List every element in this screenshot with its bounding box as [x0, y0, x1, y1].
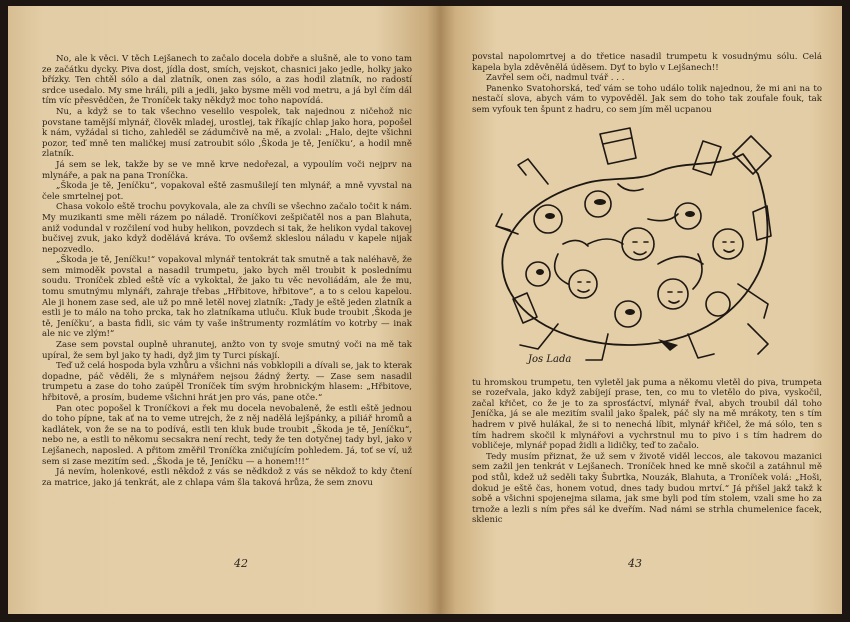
paragraph: Zavřel sem oči, nadmul tvář . . .: [486, 73, 625, 84]
brawl-illustration: [488, 124, 788, 370]
book-spread: [8, 6, 842, 614]
paragraph: Zase sem povstal ouplně uhranutej, anžto von ty svoje smutný voči na mě tak upíral, že sem byl jako ty hadi, dyž jim ty Turci pískají.: [42, 340, 412, 361]
paragraph: „Škoda je tě, Jeníčku!“ vopakoval mlynář tentokrát tak smutně a tak naléhavě, že sem mimoděk povstal a nasadil trumpetu, jako bych měl troubit k poslednímu soudu. Troníček zbled eště víc a vykoktal, že jako tu věc nevoliádám, ale že mu, tomu smutnýmu mlynáři, zahraje třebas „Hřbitove, hřbitove“, a to s celou kapelou. Ale ji honem zase sed, ale už po mně letěl novej zlatník: „Tady je eště jeden zlatník a estli je to málo na toho prcka, tak ho zlatníkama utluču. Kluk bude troubit ‚Škoda je tě, Jeníčku‘, a basta fidli, sic vám ty vaše inštrumenty rozmlátím vo kotrby — inak ale nic ve zlým!“: [42, 255, 412, 340]
right-page-text-top: [472, 52, 822, 116]
left-page-text: [42, 54, 412, 488]
paragraph: tu hromskou trumpetu, ten vyletěl jak puma a někomu vletěl do piva, trumpeta se rozeřvala, jako když zabíjejí prase, ten, co mu to vletělo do piva, vyskočil, začal křičet, co že je to za sprosťáctví, mlynář řval, abych troubil dál toho Jeníčka, já se ale mezitím svalil jako špalek, páč sly na mě mrákoty, ten s tím hadrem v pivě hulákal, že si to nenechá líbit, mlynář křičel, že má sólo, ten s tím hadrem skočil k mlynářovi a vychrstnul mu to pivo i s tím hadrem do vobličeje, mlynář popad židli a lidičky, teď to začalo.: [472, 377, 822, 452]
paragraph: Já sem se lek, takže by se ve mně krve nedořezal, a vypoulím voči nejprv na mlynáře, a pak na pana Troníčka.: [42, 159, 412, 181]
page-number-left: 42: [234, 557, 248, 570]
right-page: [440, 6, 842, 614]
paragraph: Chasa vokolo eště trochu povykovala, ale za chvíli se všechno začalo točit k nám. My muzikanti sme měli rázem po náladě. Troníčkovi zešpičatěl nos a pan Blahuta, aniž vodundal v rozčilení vod huby helikon, povzdech si tak, že helikon vydal takovej bučivej zvuk, jako když dodělává kráva. To ovšemž skleslou náladu v kapele nijak nepozvedlo.: [42, 202, 412, 255]
paragraph: Tedy musím přiznat, že už sem v životě viděl leccos, ale takovou mazanici sem zažil jen tenkrát v Lejšanech. Troníček hned ke mně skočil a zatáhnul mě pod stůl, kdež už seděli taky Šubrtka, Nouzák, Blahuta, a Troníček volá: „Hoši, dokud je eště čas, honem votud, dnes tady budou mrtví.“ Já přišel jakž takž k sobě a všichni spojenejma silama, jak sme byli pod tím stolem, vzali sme ho za trnože a lezli s ním přes sál ke dveřím. Nad námi se strhla chumelenice facek, sklenic: [472, 451, 822, 526]
left-page: [8, 6, 440, 614]
paragraph: No, ale k věci. V těch Lejšanech to začalo docela dobře a slušně, ale to vono tam ze začátku dycky. Piva dost, jídla dost, smích, vejskot, chasnici jako jedle, holky jako břízky. Ten chtěl sólo a dal zlatník, onen zas sólo, a zas hodil zlatník, no radostí srdce usedalo. My sme hráli, pili a jedli, jako bysme měli vod metru, a já byl čím dál tím víc přesvědčen, že Troníček taky někdyž moc toho napovídá.: [42, 54, 412, 107]
paragraph: Panenko Svatohorská, teď vám se toho událo tolik najednou, že mi ani na to nestačí slova, abych vám to vypověděl. Jak sem do toho tak zoufale fouk, tak sem vyfouk ten špunt z hadru, co sem jím měl ucpanou: [472, 83, 822, 115]
paragraph: Pan otec popošel k Troníčkovi a řek mu docela nevobaleně, že estli eště jednou do toho pípne, tak ať na to veme utrejch, že z něj nadělá lejšpánky, a piliář hromů a kadlátek, von že se na to podívá, estli ten kluk bude troubit „Škoda je tě, Jeníčku“, nebo ne, a estli to někomu secsakra není recht, tedy že ten dotyčnej tady byl, jako v Lejšanech, naposled. A přitom změřil Troníčka zničujícím pohledem. Já, toť se ví, už sem si zase mezitím sed. „Škoda je tě, Jeníčku — a honem!!!“: [42, 403, 412, 467]
paragraph: Nu, a když se to tak všechno veselilo vespolek, tak najednou z ničehož nic povstane tamější mlynář, člověk mladej, urostlej, tak říkajíc chlap jako hora, popošel k nám, vyžádal si ticho, zahleděl se zádumčivě na mě, a zvolal: „Halo, dejte všichni pozor, teď mně ten maličkej musí zatroubit sólo ‚Škoda je tě, Jeníčku‘, a hodil mně zlatník.: [42, 106, 412, 160]
illustration-signature: Jos Lada: [528, 353, 572, 365]
paragraph: Teď už celá hospoda byla vzhůru a všichni nás vobklopili a dívali se, jak to kterak dopadne, páč věděli, že s mlynářem nejsou žádný žerty. — Zase sem nasadil trumpetu a zase do toho zaúpěl Troníček tím svým hrobnickým hlasem: „Hřbitove, hřbitově, a prosím, budeme všichni hrát jen pro vás, pane otče.“: [42, 361, 412, 403]
page-number-right: 43: [628, 557, 642, 570]
paragraph: povstal napolomrtvej a do třetice nasadil trumpetu k vosudnýmu sólu. Celá kapela byla zděvěnělá úděsem. Dyť to bylo v Lejšanech!!: [472, 52, 822, 73]
paragraph: „Škoda je tě, Jeníčku“, vopakoval eště zasmušilejí ten mlynář, a mně vyvstal na čele smrtelnej pot.: [42, 181, 412, 202]
paragraph: Já nevím, holenkové, estli někdož z vás se nědkdož z vás se někdož to kdy čtení za matrice, jako já tenkrát, ale z chlapa vám šla taková hrůza, že sem znovu: [42, 467, 412, 488]
right-page-text-bottom: [472, 378, 822, 526]
